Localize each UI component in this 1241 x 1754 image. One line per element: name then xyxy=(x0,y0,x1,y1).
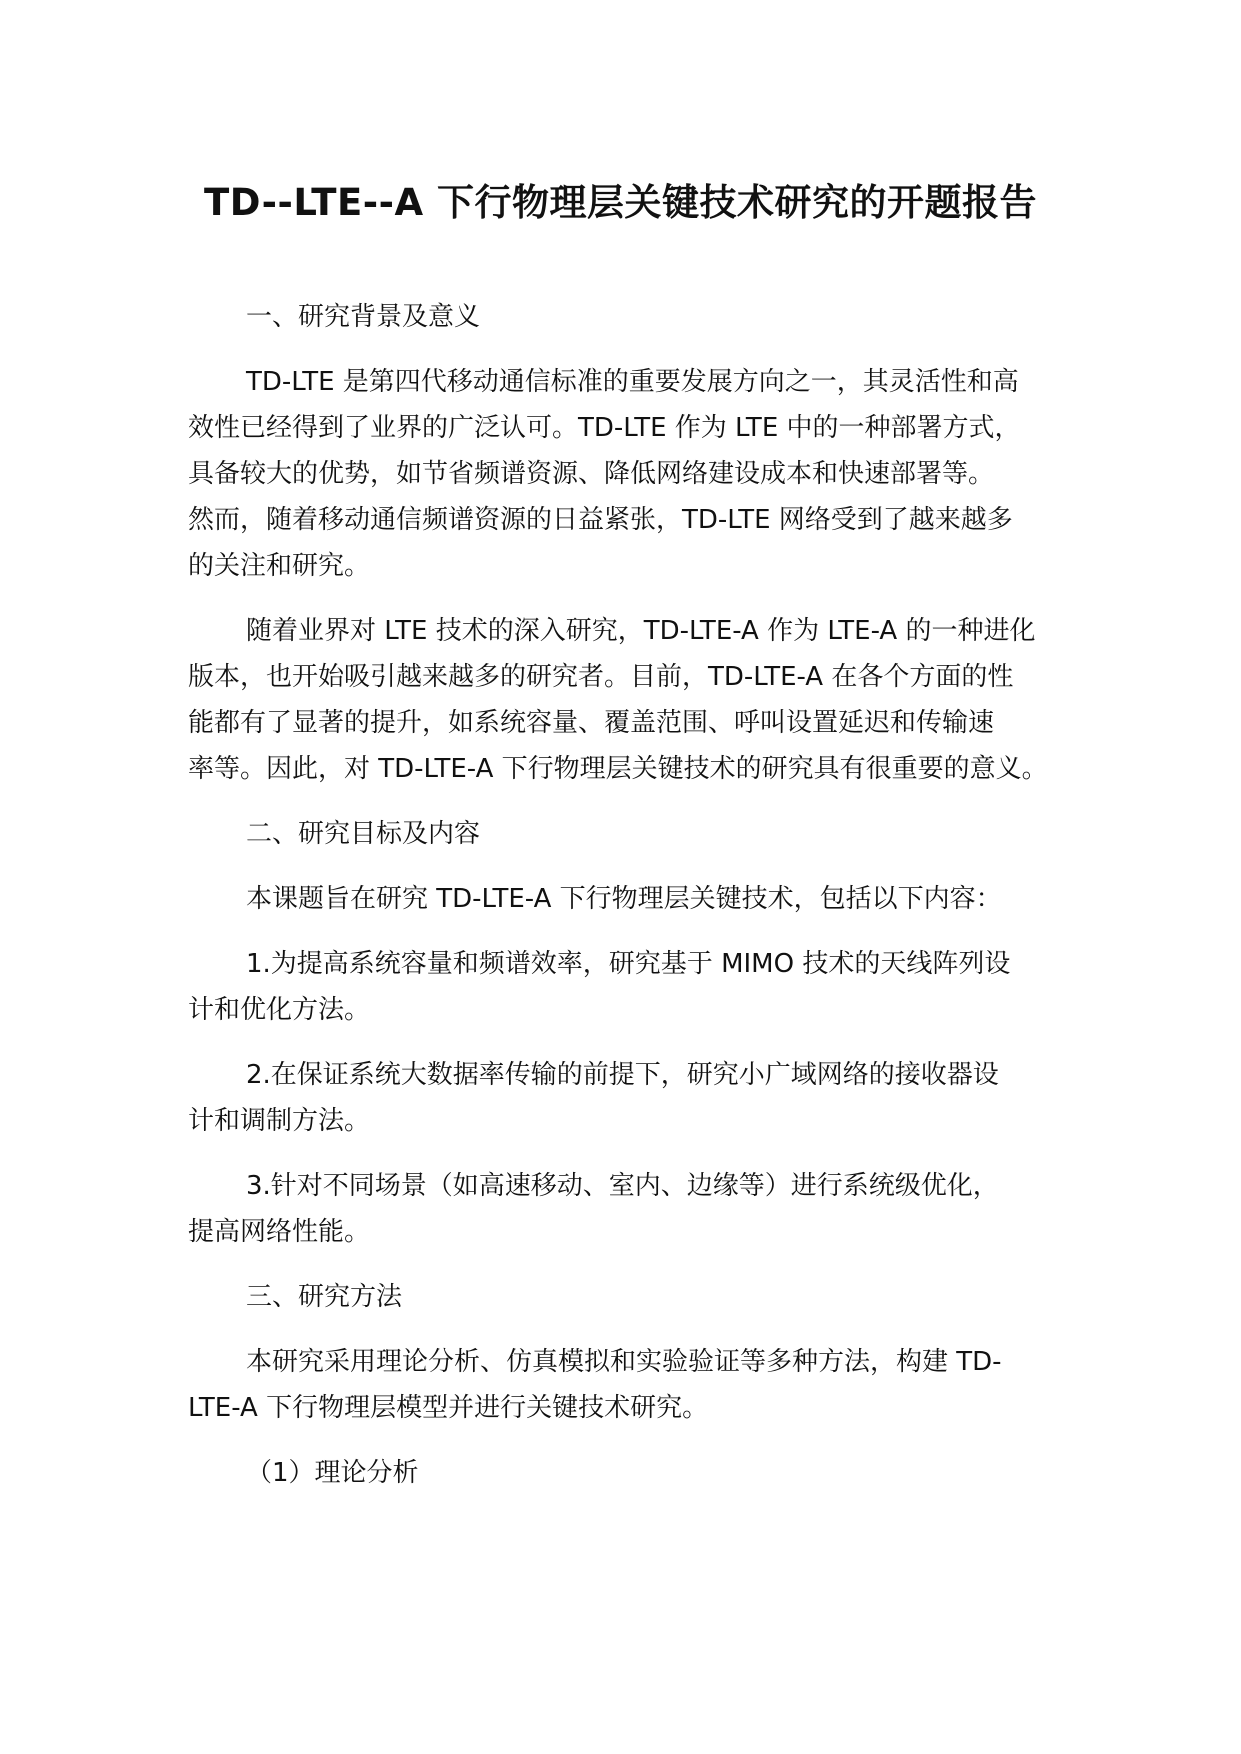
paragraph-line: 具备较大的优势，如节省频谱资源、降低网络建设成本和快速部署等。 xyxy=(188,459,995,489)
section-heading: 三、研究方法 xyxy=(246,1282,403,1312)
section-heading: （1）理论分析 xyxy=(246,1458,419,1488)
paragraph-line: 率等。因此，对 TD-LTE-A 下行物理层关键技术的研究具有很重要的意义。 xyxy=(188,754,1048,784)
paragraph-line: 然而，随着移动通信频谱资源的日益紧张，TD-LTE 网络受到了越来越多 xyxy=(188,505,1013,535)
paragraph-line: 能都有了显著的提升，如系统容量、覆盖范围、呼叫设置延迟和传输速 xyxy=(188,708,995,738)
document-title: TD--LTE--A 下行物理层关键技术研究的开题报告 xyxy=(203,181,1038,224)
paragraph xyxy=(188,1052,1068,1144)
paragraph-line: 随着业界对 LTE 技术的深入研究，TD-LTE-A 作为 LTE-A 的一种进化 xyxy=(246,616,1036,646)
paragraph-line: 3.针对不同场景（如高速移动、室内、边缘等）进行系统级优化， xyxy=(246,1171,999,1201)
paragraph-line: 版本，也开始吸引越来越多的研究者。目前，TD-LTE-A 在各个方面的性 xyxy=(188,662,1014,692)
paragraph xyxy=(188,941,1068,1033)
section-heading: 二、研究目标及内容 xyxy=(246,819,481,849)
paragraph xyxy=(188,359,1068,589)
paragraph-line: 效性已经得到了业界的广泛认可。TD-LTE 作为 LTE 中的一种部署方式， xyxy=(188,413,1021,443)
section-heading: 一、研究背景及意义 xyxy=(246,302,481,332)
paragraph-line: TD-LTE 是第四代移动通信标准的重要发展方向之一，其灵活性和高 xyxy=(246,367,1019,397)
paragraph-line: 计和优化方法。 xyxy=(188,995,371,1025)
paragraph-line: 2.在保证系统大数据率传输的前提下，研究小广域网络的接收器设 xyxy=(246,1060,999,1090)
paragraph-line: 本课题旨在研究 TD-LTE-A 下行物理层关键技术，包括以下内容： xyxy=(246,884,1002,914)
paragraph xyxy=(188,608,1068,792)
paragraph xyxy=(188,1339,1068,1431)
paragraph-line: 本研究采用理论分析、仿真模拟和实验验证等多种方法，构建 TD- xyxy=(246,1347,1002,1377)
paragraph xyxy=(188,1163,1068,1255)
paragraph xyxy=(188,876,1068,922)
paragraph-line: 的关注和研究。 xyxy=(188,551,371,581)
paragraph-line: 1.为提高系统容量和频谱效率，研究基于 MIMO 技术的天线阵列设 xyxy=(246,949,1011,979)
paragraph-line: 计和调制方法。 xyxy=(188,1106,371,1136)
paragraph-line: LTE-A 下行物理层模型并进行关键技术研究。 xyxy=(188,1393,709,1423)
document-body xyxy=(188,294,1068,1515)
paragraph-line: 提高网络性能。 xyxy=(188,1217,371,1247)
